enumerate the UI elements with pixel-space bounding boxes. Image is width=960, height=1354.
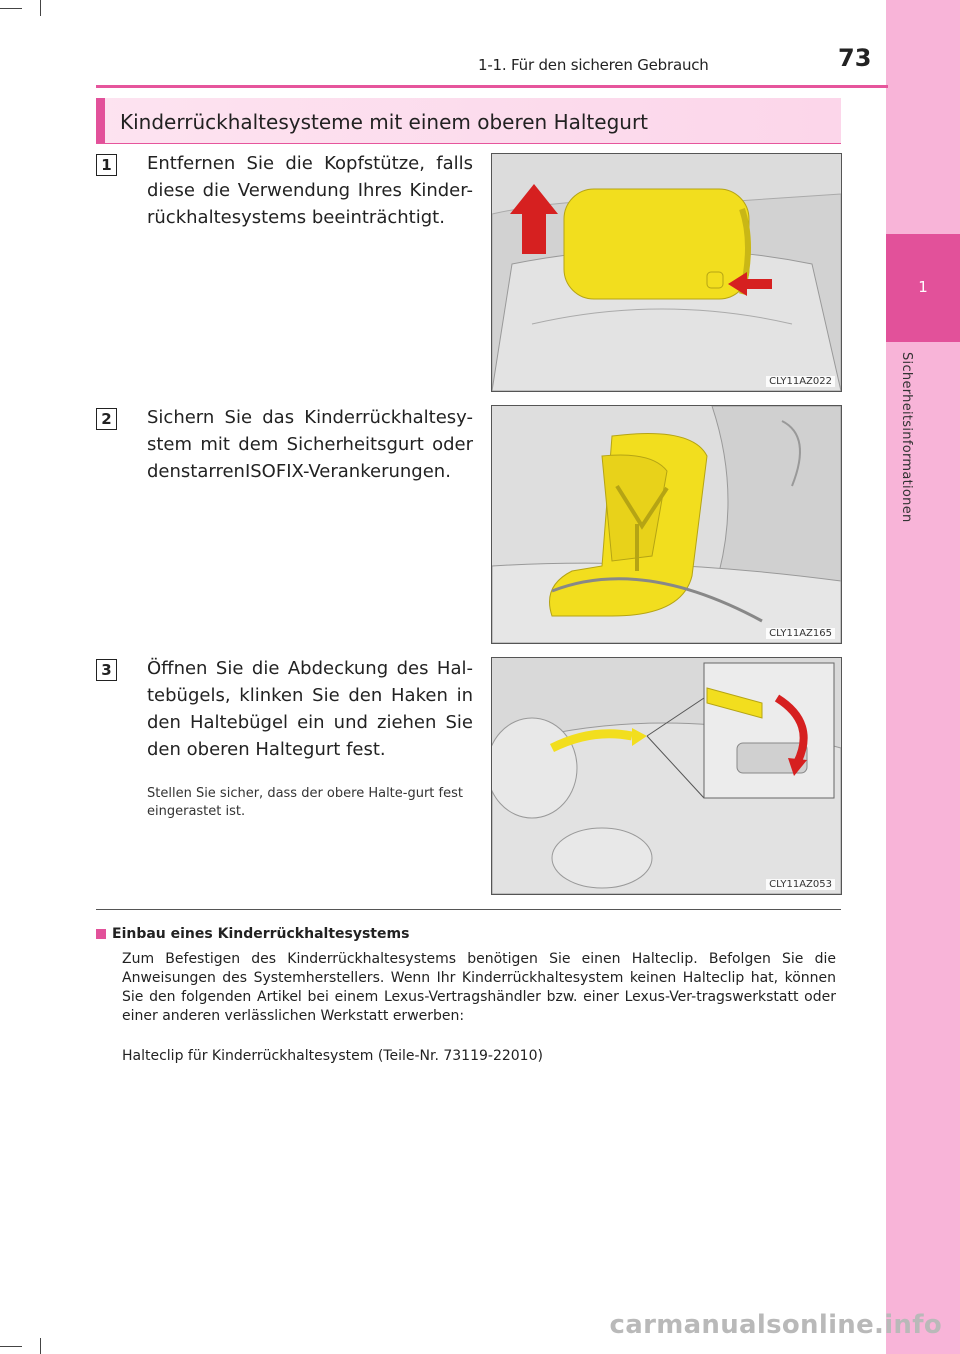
figure-code: CLY11AZ022: [766, 376, 835, 387]
section-heading-bar: [96, 98, 105, 143]
child-seat-illustration: [492, 406, 841, 643]
running-header-section: 1-1. Für den sicheren Gebrauch: [478, 56, 709, 74]
watermark: carmanualsonline.info: [609, 1310, 942, 1340]
crop-mark: [0, 1346, 22, 1347]
section-end-rule: [96, 909, 841, 910]
subsection-paragraph-2: Halteclip für Kinderrückhaltesystem (Teile-Nr. 73119-22010): [122, 1048, 543, 1064]
headrest-illustration: [492, 154, 841, 391]
top-tether-illustration: [492, 658, 841, 894]
step-text-3: Öffnen Sie die Abdeckung des Hal-tebügels, klinken Sie den Haken in den Haltebügel ein und ziehen Sie den oberen Haltegurt fest.: [147, 658, 473, 760]
step-note-3: Stellen Sie sicher, dass der obere Halte-gurt fest eingerastet ist.: [147, 786, 463, 819]
step-number-2: 2: [96, 408, 117, 430]
figure-code: CLY11AZ053: [766, 879, 835, 890]
chapter-side-tab: [886, 0, 960, 1354]
figure-child-seat: [491, 405, 842, 644]
page-number: 73: [838, 44, 872, 72]
section-rule: [96, 143, 841, 144]
figure-top-tether: [491, 657, 842, 895]
subsection-title: Einbau eines Kinderrückhaltesystems: [112, 926, 410, 942]
chapter-number: 1: [918, 278, 928, 296]
crop-mark: [40, 0, 41, 16]
step-text-1: Entfernen Sie die Kopfstütze, falls diese die Verwendung Ihres Kinder-rückhaltesystems beeinträchtigt.: [147, 153, 473, 228]
crop-mark: [40, 1338, 41, 1354]
subsection-paragraph-1: Zum Befestigen des Kinderrückhaltesystems benötigen Sie einen Halteclip. Befolgen Sie die Anweisungen des Systemherstellers. Wenn Ihr Kinderrückhaltesystem keinen Halteclip hat, können Sie den folgenden Artikel bei einem Lexus-Vertragshändler bzw. einer Lexus-Ver-tragswerkstatt oder einer anderen verlässlichen Werkstatt erwerben:: [122, 951, 836, 1024]
figure-code: CLY11AZ165: [766, 628, 835, 639]
section-title: Kinderrückhaltesysteme mit einem oberen Haltegurt: [120, 110, 649, 134]
step-number-3: 3: [96, 659, 117, 681]
step-number-1: 1: [96, 154, 117, 176]
subsection-marker: [96, 929, 106, 939]
chapter-title: Sicherheitsinformationen: [899, 352, 914, 523]
header-rule: [96, 85, 888, 88]
crop-mark: [0, 8, 22, 9]
figure-headrest-removal: [491, 153, 842, 392]
step-text-2: Sichern Sie das Kinderrückhaltesy-stem mit dem Sicherheitsgurt oder denstarrenISOFIX-Verankerungen.: [147, 407, 473, 482]
